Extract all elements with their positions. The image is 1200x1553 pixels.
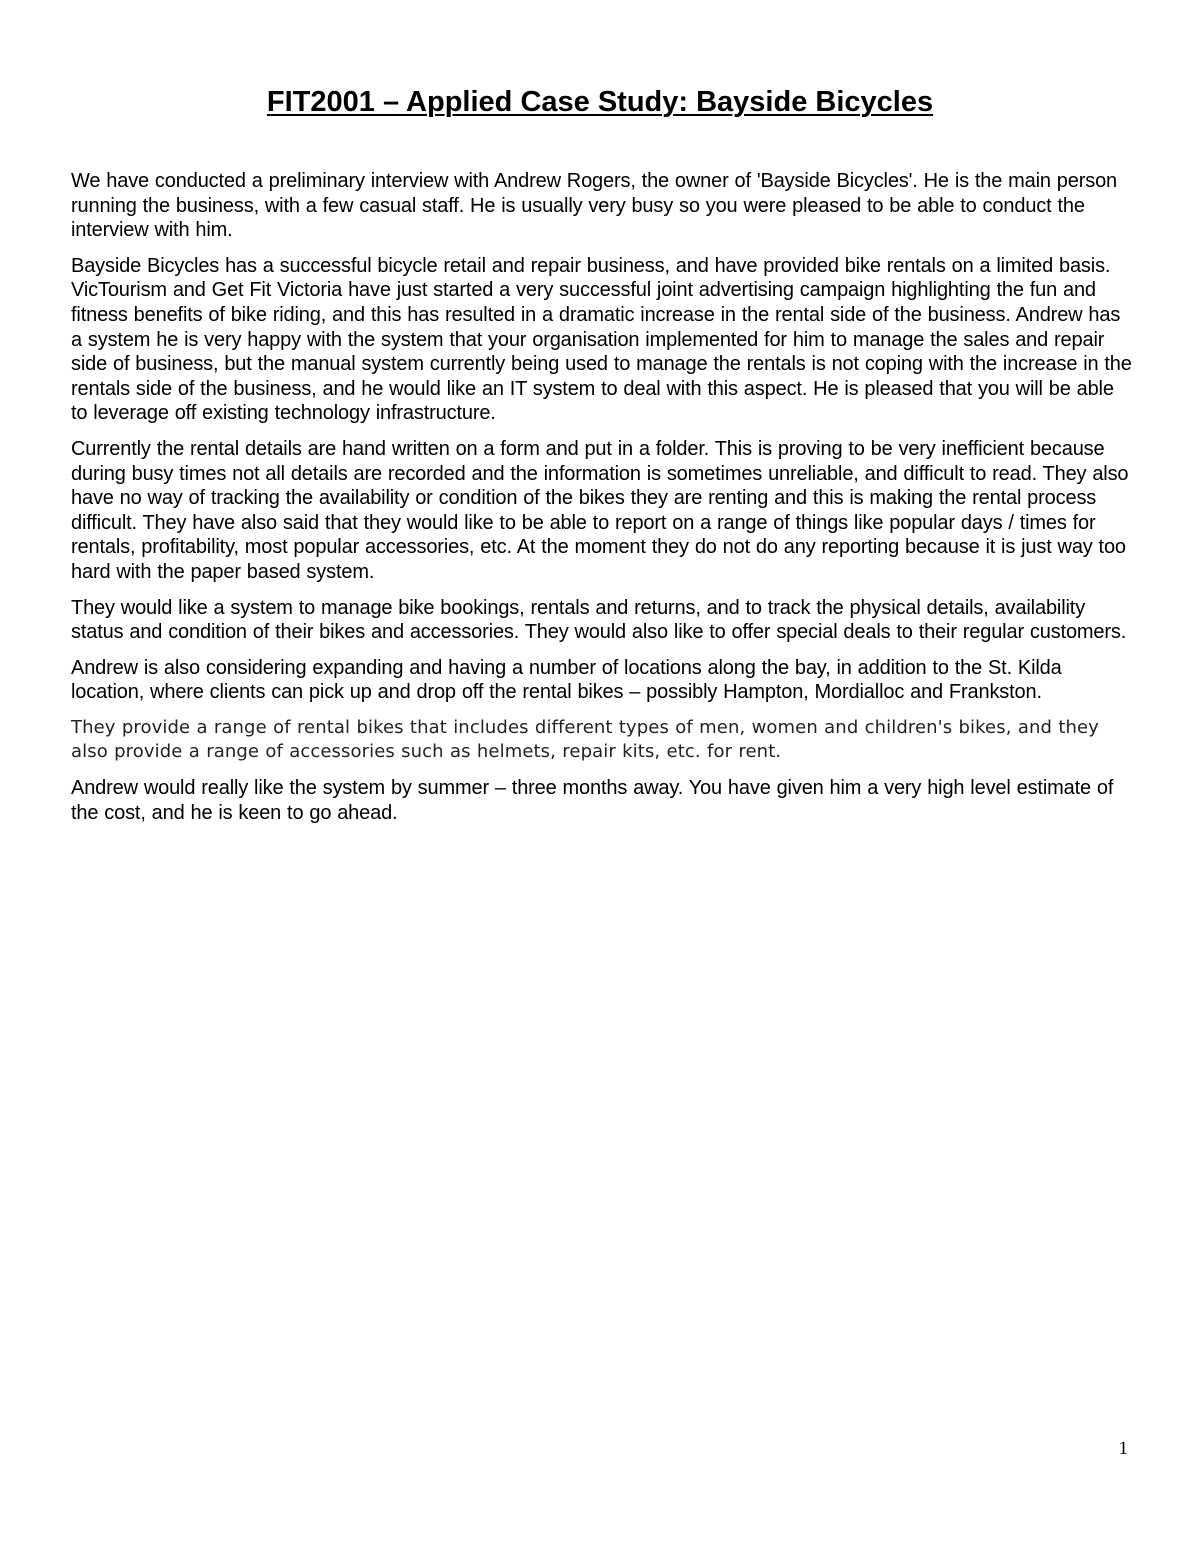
paragraph-current-process: Currently the rental details are hand written on a form and put in a folder. This is proving to be very inefficient because during busy times not all details are recorded and the information is sometimes unreliable, and difficult to read. They also have no way of tracking the availability or condition of the bikes they are renting and this is making the rental process difficult. They have also said that they would like to be able to report on a range of things like popular days / times for rentals, profitability, most popular accessories, etc. At the moment they do not do any reporting because it is just way too hard with the paper based system. [71, 437, 1129, 583]
document-title: FIT2001 – Applied Case Study: Bayside Bicycles [266, 86, 934, 118]
paragraph-intro: We have conducted a preliminary interview with Andrew Rogers, the owner of 'Bayside Bicycles'. He is the main person running the business, with a few casual staff. He is usually very busy so you were pleased to be able to conduct the interview with him. [71, 170, 1118, 242]
page-number: 1 [1118, 1438, 1128, 1459]
paragraph-timeline: Andrew would really like the system by summer – three months away. You have given him a very high level estimate of the cost, and he is keen to go ahead. [71, 777, 1114, 824]
paragraph-background: Bayside Bicycles has a successful bicycle retail and repair business, and have provided bike rentals on a limited basis. VicTourism and Get Fit Victoria have just started a very successful joint advertising campaign highlighting the fun and fitness benefits of bike riding, and this has resulted in a dramatic increase in the rental side of the business. Andrew has a system he is very happy with the system that your organisation implemented for him to manage the sales and repair side of business, but the manual system currently being used to manage the rentals is not coping with the increase in the rentals side of the business, and he would like an IT system to deal with this aspect. He is pleased that you will be able to leverage off existing technology infrastructure. [71, 254, 1132, 425]
paragraph-rental-range: They provide a range of rental bikes that includes different types of men, women and children's bikes, and they also provide a range of accessories such as helmets, repair kits, etc. for rent. [71, 716, 1099, 763]
paragraph-expansion: Andrew is also considering expanding and having a number of locations along the bay, in addition to the St. Kilda location, where clients can pick up and drop off the rental bikes – possibly Hampton, Mordialloc and Frankston. [71, 656, 1062, 704]
document-body [71, 169, 1133, 836]
paragraph-requirements: They would like a system to manage bike bookings, rentals and returns, and to track the physical details, availability status and condition of their bikes and accessories. They would also like to offer special deals to their regular customers. [71, 596, 1127, 644]
